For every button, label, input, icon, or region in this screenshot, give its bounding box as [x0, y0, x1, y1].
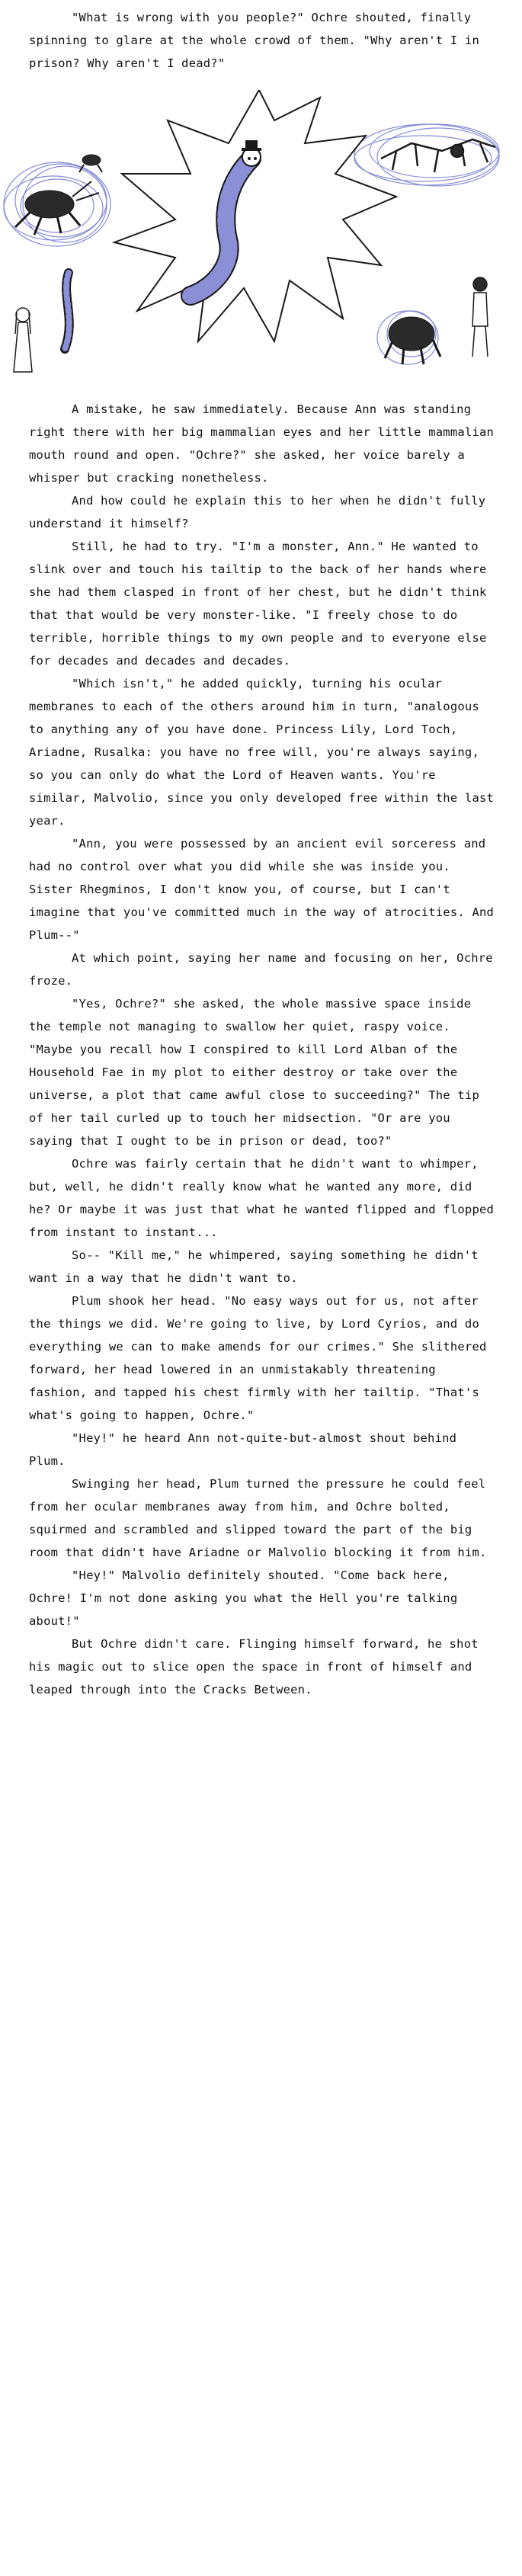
story-illustration [0, 90, 522, 395]
opening-text [29, 6, 500, 75]
girl-figure-icon [14, 308, 32, 372]
story-paragraph: "Ann, you were possessed by an ancient evil sorceress and had no control over what you did while she was inside you. Sister Rhegminos, I don't know you, of course, but I can't imagine that you've committed much in the way of atrocities. And Plum--" [29, 837, 495, 942]
story-paragraph: At which point, saying her name and focusing on her, Ochre froze. [29, 951, 493, 988]
story-paragraph: Still, he had to try. "I'm a monster, Ann." He wanted to slink over and touch his tailtip to the back of her hands where she had them clasped in front of her chest, but he didn't think that that would be very monster-like. "I freely chose to do terrible, horrible things to my own people and to everyone else for decades and decades and decades. [29, 540, 487, 668]
man-figure-icon [472, 277, 488, 357]
burst-outline [114, 90, 396, 341]
skeletal-creature-right-icon [381, 139, 495, 172]
story-paragraph: "Hey!" he heard Ann not-quite-but-almost shout behind Plum. [29, 1431, 457, 1468]
story-paragraph: A mistake, he saw immediately. Because Ann was standing right there with her big mammalian eyes and her little mammalian mouth round and open. "Ochre?" she asked, her voice barely a whisper but cracking nonetheless. [29, 402, 495, 485]
furry-creature-icon [385, 317, 440, 364]
story-paragraph: And how could he explain this to her when he didn't fully understand it himself? [29, 494, 486, 530]
story-paragraph: Plum shook her head. "No easy ways out for us, not after the things we did. We're going to live, by Lord Cyrios, and do everything we can to make amends for our crimes." She slithered forward, her head lowered in an unmistakably threatening fashion, and tapped his chest firmly with her tailtip. "That's what's going to happen, Ochre." [29, 1294, 487, 1422]
story-paragraph: So-- "Kill me," he whimpered, saying something he didn't want in a way that he didn't want to. [29, 1248, 479, 1285]
story-paragraph: Swinging her head, Plum turned the pressure he could feel from her ocular membranes away from him, and Ochre bolted, squirmed and scrambled and slipped toward the part of the big room that didn't have Ariadne or Malvolio blocking it from him. [29, 1477, 487, 1559]
opening-paragraph: "What is wrong with you people?" Ochre shouted, finally spinning to glare at the whole crowd of them. "Why aren't I in prison? Why aren't I dead?" [29, 11, 479, 70]
small-snake-icon [65, 273, 69, 349]
story-paragraph: "Which isn't," he added quickly, turning his ocular membranes to each of the others around him in turn, "analogous to anything any of you have done. Princess Lily, Lord Toch, Ariadne, Rusalka: you have no free will, you're always saying, so you can only do what the Lord of Heaven wants. You're similar, Malvolio, since you only developed free within the last year. [29, 677, 495, 828]
story-paragraph: "Hey!" Malvolio definitely shouted. "Come back here, Ochre! I'm not done asking you what the Hell you're talking about!" [29, 1568, 458, 1628]
story-paragraph: Ochre was fairly certain that he didn't want to whimper, but, well, he didn't really know what he wanted any more, did he? Or maybe it was just that what he wanted flipped and flopped from instant to instant... [29, 1157, 495, 1239]
story-paragraph: "Yes, Ochre?" she asked, the whole massive space inside the temple not managing to swallow her quiet, raspy voice. "Maybe you recall how I conspired to kill Lord Alban of the Household Fae in my plot to either destroy or take over the universe, a plot that came awful close to succeeding?" The tip of her tail curled up to touch her midsection. "Or are you saying that I ought to be in prison or dead, too?" [29, 997, 479, 1148]
story-paragraph: But Ochre didn't care. Flinging himself forward, he shot his magic out to slice open the space in front of himself and leaped through into the Cracks Between. [29, 1637, 479, 1697]
story-body [29, 398, 500, 1701]
